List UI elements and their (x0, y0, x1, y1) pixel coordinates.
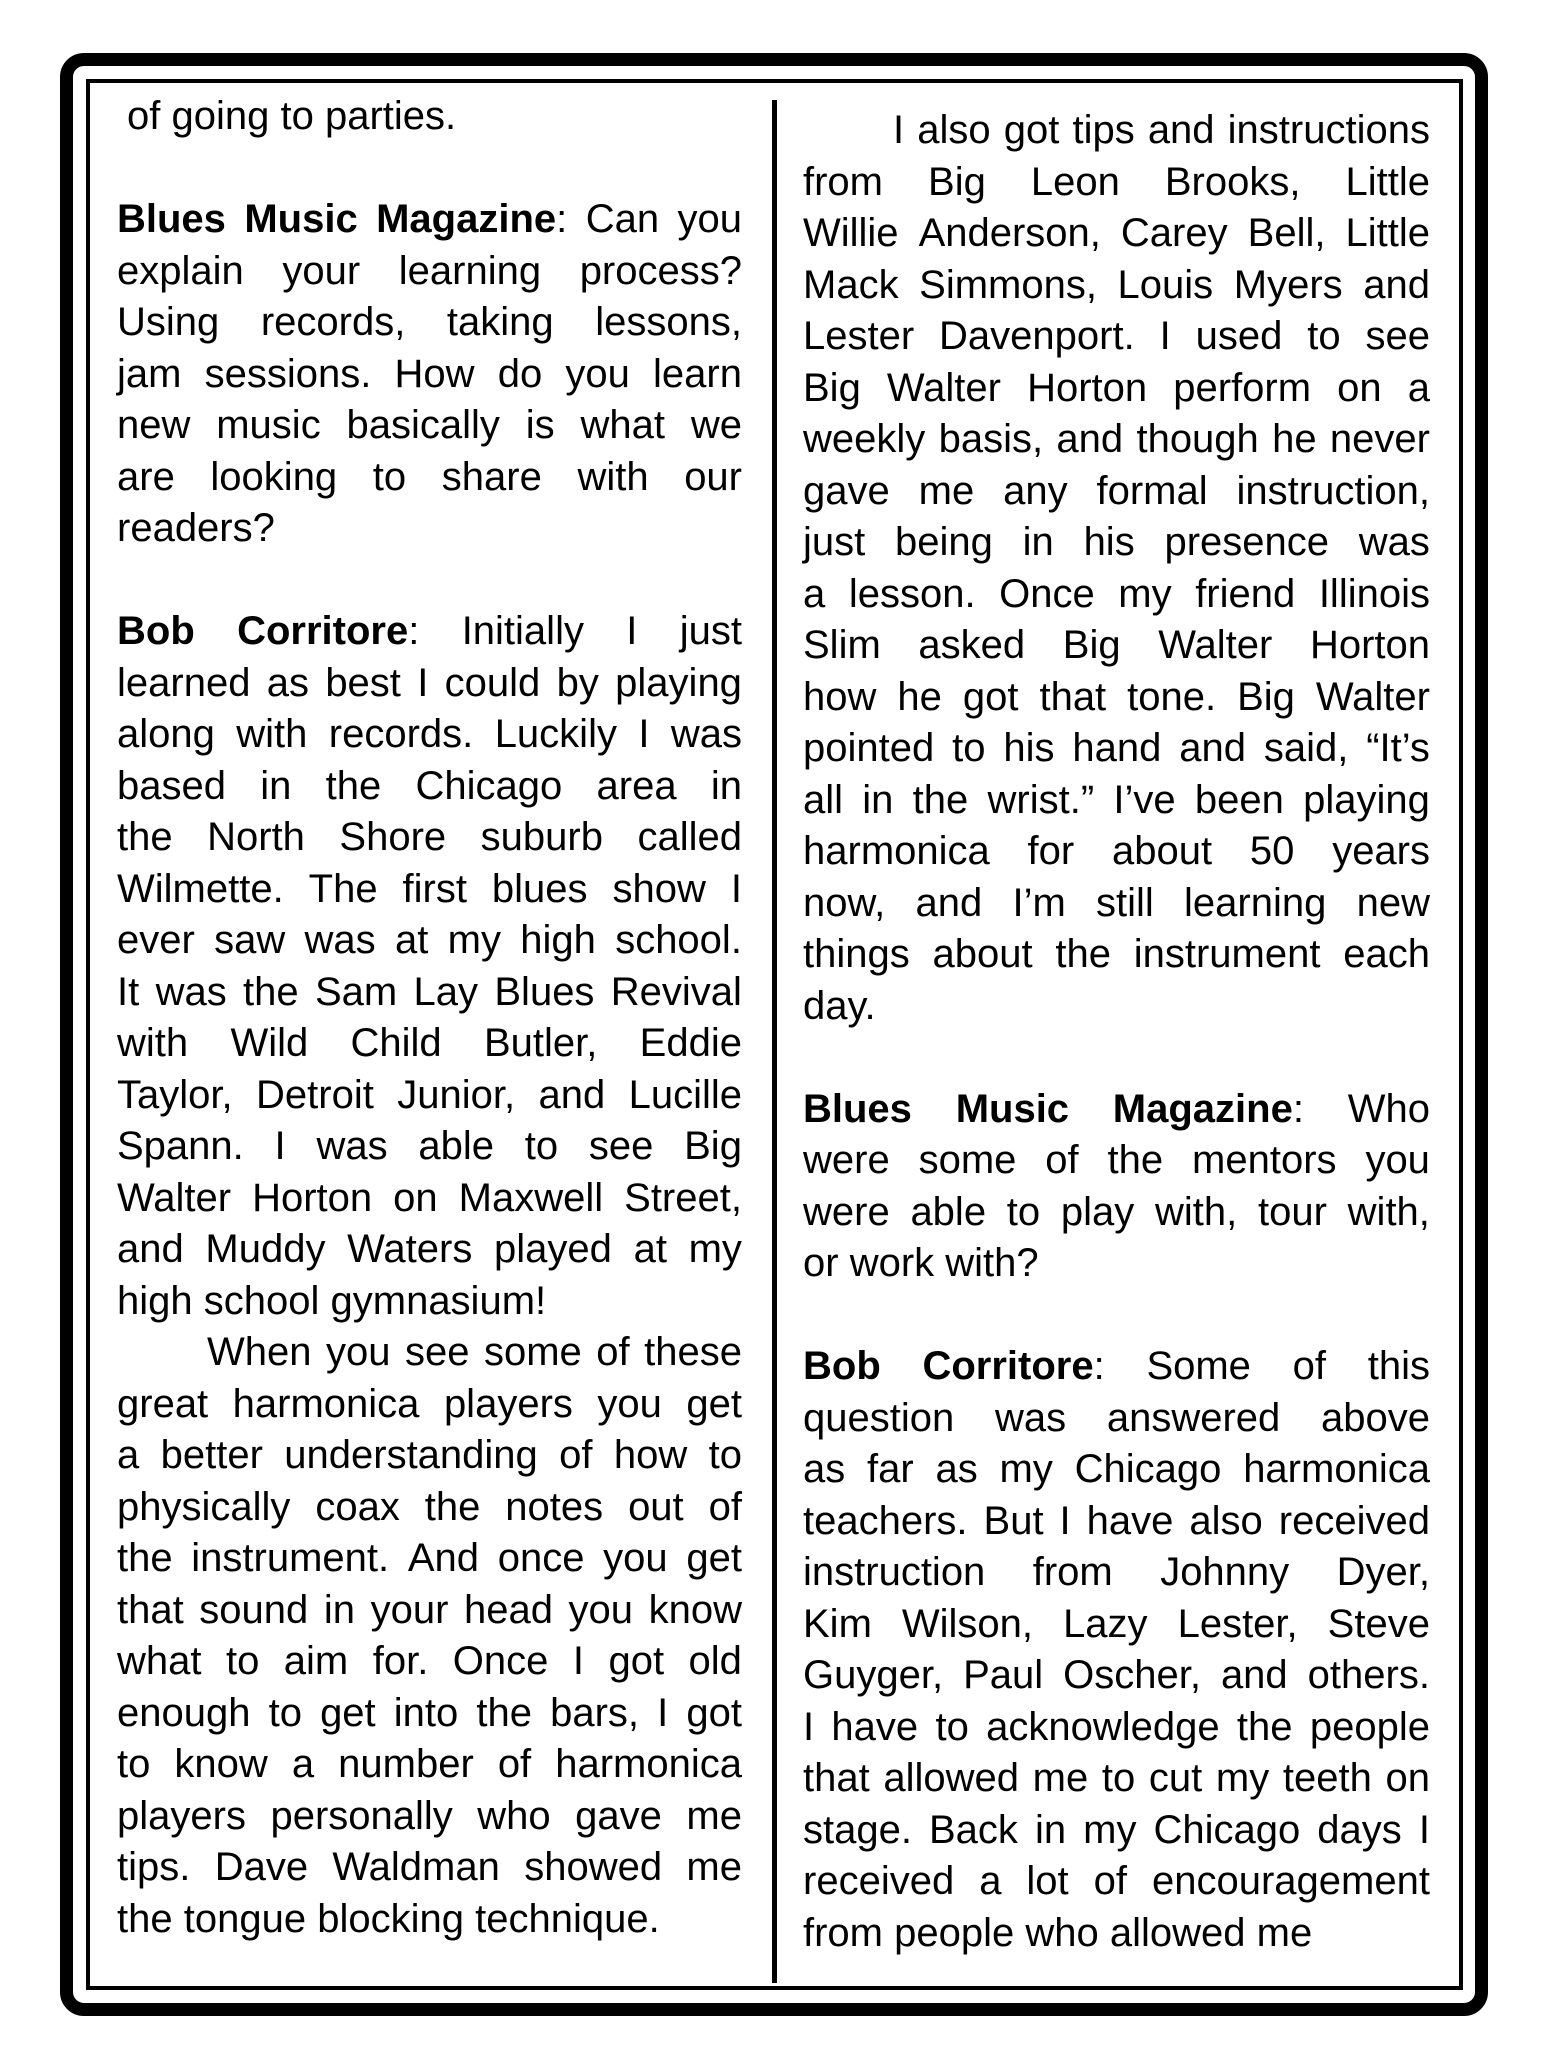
text-line: from people who allowed me (803, 1910, 1313, 1955)
text-line: I have to acknowledge the people (803, 1704, 1430, 1749)
text-line: were some of the mentors you (803, 1138, 1430, 1182)
text-line: Bob Corritore: Initially I just (117, 609, 742, 653)
text-line: a lesson. Once my friend Illinois (803, 571, 1430, 616)
text-line: along with records. Luckily I was (117, 712, 742, 756)
text-line: a better understanding of how to (117, 1433, 742, 1477)
text-line: enough to get into the bars, I got (117, 1690, 742, 1735)
text-line: harmonica for about 50 years (803, 829, 1430, 873)
text-line: great harmonica players you get (117, 1381, 742, 1426)
paragraph (803, 105, 1430, 1032)
text-line: question was answered above (803, 1395, 1430, 1440)
text-line: teachers. But I have also received (803, 1498, 1430, 1543)
paragraph (803, 1341, 1430, 1959)
text-line: of going to parties. (127, 94, 457, 138)
text-line: jam sessions. How do you learn (117, 351, 742, 396)
text-line: Blues Music Magazine: Can you (117, 197, 742, 241)
text-line: or work with? (803, 1241, 1039, 1285)
text-line: Walter Horton on Maxwell Street, (117, 1175, 742, 1220)
text-line: Willie Anderson, Carey Bell, Little (803, 211, 1430, 255)
text-line: all in the wrist.” I’ve been playing (803, 777, 1430, 822)
text-line: physically coax the notes out of (117, 1484, 742, 1529)
text-line: are looking to share with our (117, 454, 742, 499)
right-text-column (803, 105, 1430, 1959)
text-line: learned as best I could by playing (117, 660, 742, 705)
column-divider-rule (772, 100, 777, 1983)
paragraph (803, 1084, 1430, 1290)
text-line: and Muddy Waters played at my (117, 1227, 742, 1271)
paragraph (117, 91, 742, 143)
text-line: explain your learning process? (117, 248, 742, 293)
left-text-column (117, 91, 742, 1945)
text-line: the instrument. And once you get (117, 1536, 742, 1580)
text-line: that sound in your head you know (117, 1587, 742, 1632)
text-line: with Wild Child Butler, Eddie (117, 1021, 742, 1065)
text-line: received a lot of encouragement (803, 1859, 1430, 1903)
text-line: It was the Sam Lay Blues Revival (117, 969, 742, 1014)
text-line: the tongue blocking technique. (117, 1896, 660, 1941)
text-line: Spann. I was able to see Big (117, 1124, 742, 1168)
text-line: day. (803, 983, 876, 1028)
text-line: Wilmette. The first blues show I (117, 866, 742, 911)
text-line: Slim asked Big Walter Horton (803, 623, 1430, 667)
text-line: pointed to his hand and said, “It’s (803, 726, 1430, 770)
text-line: ever saw was at my high school. (117, 918, 742, 962)
text-line: how he got that tone. Big Walter (803, 674, 1430, 719)
text-line: based in the Chicago area in (117, 763, 742, 808)
text-line: Bob Corritore: Some of this (803, 1344, 1430, 1388)
text-line: from Big Leon Brooks, Little (803, 159, 1430, 204)
text-line: Lester Davenport. I used to see (803, 314, 1430, 358)
text-line: readers? (117, 506, 275, 550)
text-line: When you see some of these (207, 1330, 742, 1374)
text-line: weekly basis, and though he never (803, 417, 1430, 461)
paragraph (117, 606, 742, 1945)
text-line: the North Shore suburb called (117, 815, 742, 859)
text-line: gave me any formal instruction, (803, 468, 1430, 513)
text-line: that allowed me to cut my teeth on (803, 1756, 1430, 1800)
paragraph (117, 194, 742, 555)
text-line: high school gymnasium! (117, 1278, 547, 1323)
text-line: things about the instrument each (803, 932, 1430, 976)
text-line: to know a number of harmonica (117, 1742, 742, 1786)
text-line: Using records, taking lessons, (117, 300, 742, 344)
text-line: Big Walter Horton perform on a (803, 365, 1430, 410)
text-line: what to aim for. Once I got old (117, 1639, 742, 1683)
text-line: tips. Dave Waldman showed me (117, 1845, 742, 1889)
text-line: Taylor, Detroit Junior, and Lucille (117, 1072, 742, 1117)
text-line: I also got tips and instructions (893, 108, 1430, 152)
text-line: were able to play with, tour with, (803, 1189, 1430, 1234)
text-line: as far as my Chicago harmonica (803, 1447, 1430, 1491)
text-line: Guyger, Paul Oscher, and others. (803, 1653, 1430, 1697)
text-line: new music basically is what we (117, 403, 742, 447)
text-line: Blues Music Magazine: Who (803, 1086, 1430, 1131)
text-line: Kim Wilson, Lazy Lester, Steve (803, 1601, 1430, 1646)
text-line: Mack Simmons, Louis Myers and (803, 262, 1430, 307)
text-line: players personally who gave me (117, 1793, 742, 1838)
text-line: now, and I’m still learning new (803, 880, 1430, 925)
text-line: stage. Back in my Chicago days I (803, 1807, 1430, 1852)
text-line: instruction from Johnny Dyer, (803, 1550, 1430, 1594)
text-line: just being in his presence was (803, 520, 1430, 564)
